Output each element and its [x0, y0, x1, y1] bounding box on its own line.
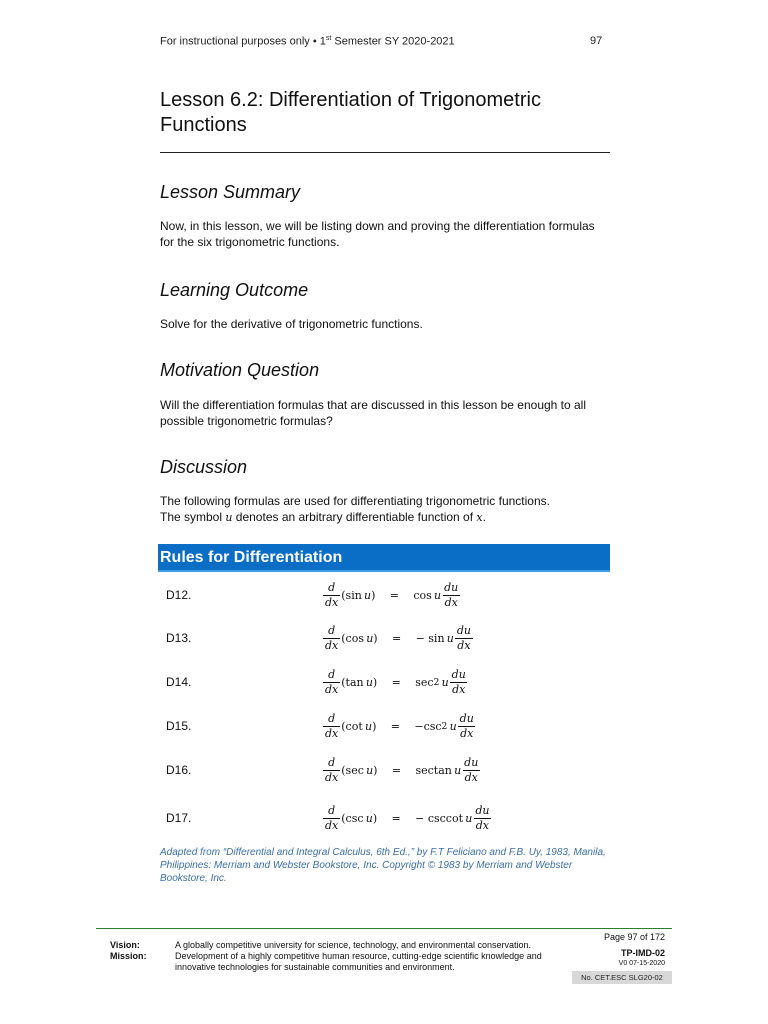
d-dx-operator: $\frac{d}{dx}$: [325, 623, 339, 652]
rule-label: D14.: [166, 675, 192, 689]
footer-version: V0 07-15-2020: [618, 960, 665, 967]
d-dx-operator: $\frac{d}{dx}$: [325, 755, 339, 784]
rule-formula: $\frac{d}{dx}$ ( sin u ) = cos u $\frac{du}{dx}$: [325, 580, 459, 609]
mission-text: Development of a highly competitive human resource, cutting-edge scientific knowledge and innovative technologies for sustainable communities and environment.: [175, 951, 542, 972]
title-divider: [160, 152, 610, 153]
d-dx-operator: $\frac{d}{dx}$: [325, 580, 339, 609]
rule-label: D15.: [166, 719, 192, 733]
rules-title-bar: Rules for Differentiation: [158, 544, 610, 572]
footer-page-of: Page 97 of 172: [603, 932, 665, 942]
footer-doc-code: TP-IMD-02: [620, 948, 665, 958]
motivation-heading: Motivation Question: [160, 360, 320, 380]
d-dx-operator: $\frac{d}{dx}$: [325, 803, 339, 832]
outcome-heading: Learning Outcome: [160, 280, 309, 300]
du-dx-fraction: $\frac{du}{dx}$: [464, 755, 479, 784]
discussion-line-1: The following formulas are used for differentiating trigonometric functions.: [160, 494, 550, 508]
discussion-heading: Discussion: [160, 457, 248, 477]
header-page-number: 97: [590, 35, 603, 47]
footer-control-number: No. CET.ESC SLG20-02: [572, 971, 672, 984]
vision-label: Vision:: [110, 940, 140, 950]
footer-divider: [96, 928, 672, 929]
du-dx-fraction: $\frac{du}{dx}$: [451, 667, 466, 696]
du-dx-fraction: $\frac{du}{dx}$: [444, 580, 459, 609]
rule-label: D12.: [166, 588, 192, 602]
summary-text: Now, in this lesson, we will be listing down and proving the differentiation formulas for the six trigonometric functions.: [160, 219, 595, 249]
d-dx-operator: $\frac{d}{dx}$: [325, 711, 339, 740]
motivation-text: Will the differentiation formulas that are discussed in this lesson be enough to all possible trigonometric formulas?: [160, 398, 587, 428]
rule-label: D17.: [166, 811, 192, 825]
du-dx-fraction: $\frac{du}{dx}$: [475, 803, 490, 832]
rule-formula: $\frac{d}{dx}$ ( cos u ) = − sin u $\frac{du}{dx}$: [325, 623, 471, 652]
source-note: Adapted from “Differential and Integral Calculus, 6th Ed.,” by F.T Feliciano and F.B. Uy, 1983, Manila, Philippines: Merriam and Webster Bookstore, Inc. Copyright © 1983 by Merriam and Webster Bookstore, Inc.: [160, 847, 606, 884]
du-dx-fraction: $\frac{du}{dx}$: [456, 623, 471, 652]
outcome-text: Solve for the derivative of trigonometric functions.: [160, 317, 423, 331]
d-dx-operator: $\frac{d}{dx}$: [325, 667, 339, 696]
header-text: For instructional purposes only • 1st Semester SY 2020-2021: [160, 35, 455, 48]
rule-formula: $\frac{d}{dx}$ ( tan u ) = sec 2 u $\frac{du}{dx}$: [325, 667, 466, 696]
rule-formula: $\frac{d}{dx}$ ( sec u ) = sec tan u $\frac{du}{dx}$: [325, 755, 479, 784]
rule-formula: $\frac{d}{dx}$ ( csc u ) = − csc cot u $\frac{du}{dx}$: [325, 803, 490, 832]
lesson-title: Lesson 6.2: Differentiation of Trigonometric Functions: [160, 89, 541, 136]
du-dx-fraction: $\frac{du}{dx}$: [459, 711, 474, 740]
summary-heading: Lesson Summary: [160, 182, 301, 202]
discussion-line-2: The symbol u denotes an arbitrary differentiable function of x.: [160, 510, 486, 524]
rule-formula: $\frac{d}{dx}$ ( cot u ) = −csc 2 u $\frac{du}{dx}$: [325, 711, 474, 740]
vision-text: A globally competitive university for science, technology, and environmental conservation.: [175, 940, 532, 950]
rule-label: D13.: [166, 631, 192, 645]
rule-label: D16.: [166, 763, 192, 777]
mission-label: Mission:: [110, 951, 147, 961]
discussion-text: [160, 493, 610, 526]
